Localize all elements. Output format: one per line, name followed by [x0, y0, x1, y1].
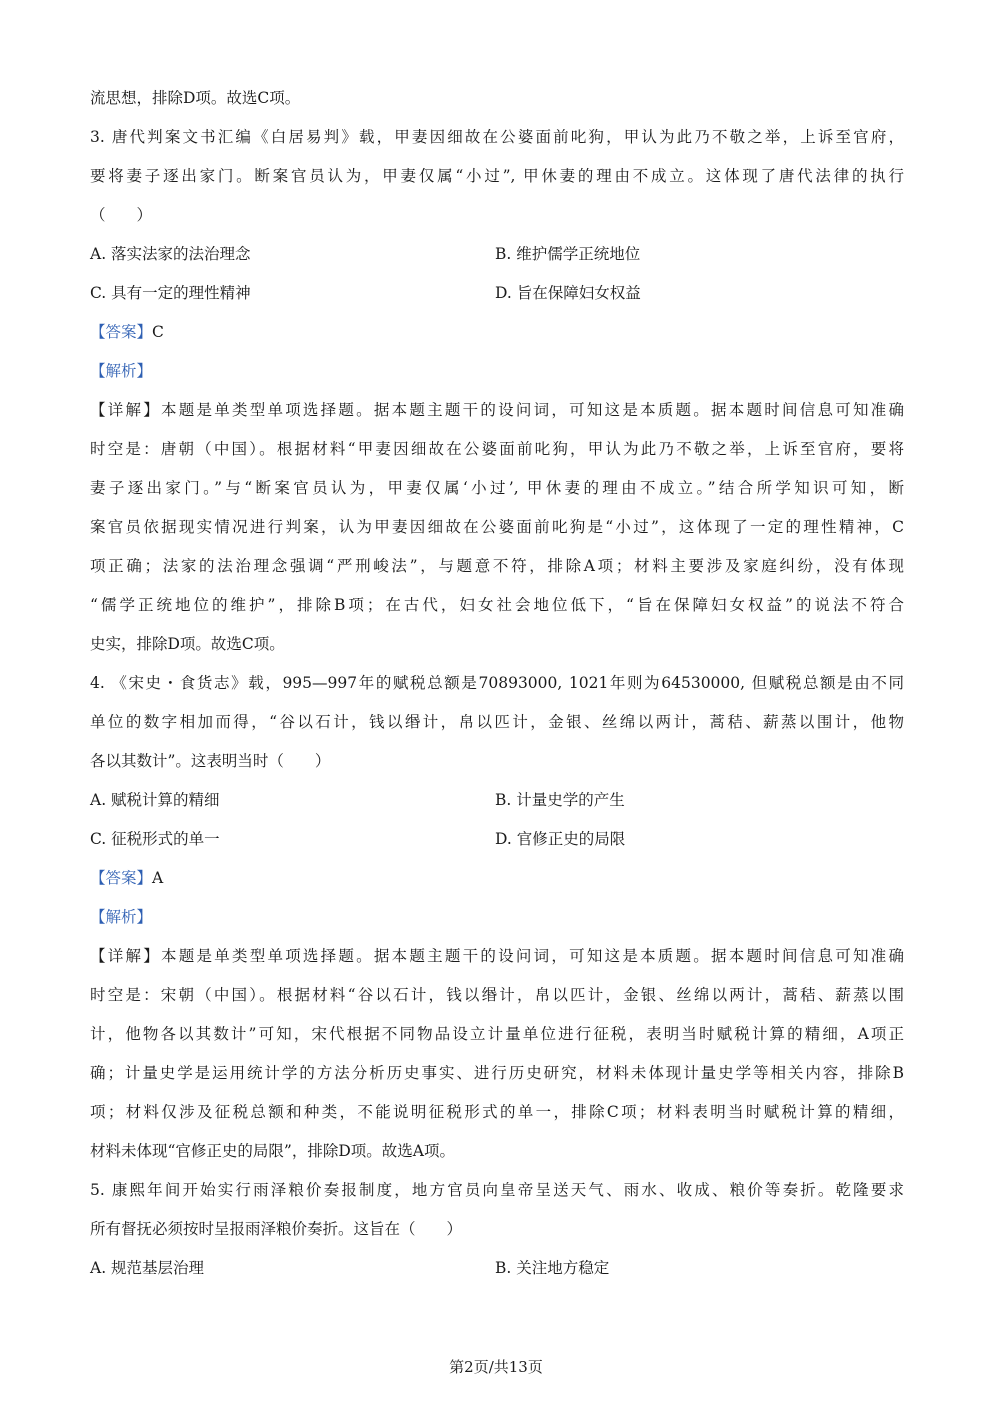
detail-text: 本题是单类型单项选择题。据本题主题干的设问词，可知这是本质题。据本题时间信息可知准确 [160, 401, 904, 419]
question-5-stem-line: 所有督抚必须按时呈报雨泽粮价奏折。这旨在（ ） [90, 1220, 463, 1238]
question-5-stem-line: 5. 康熙年间开始实行雨泽粮价奏报制度，地方官员向皇帝呈送天气、雨水、收成、粮价等奏折。乾隆要求 [90, 1181, 904, 1199]
q4-detail-line: 时空是：宋朝（中国）。根据材料“谷以石计，钱以缗计，帛以匹计，金银、丝绵以两计，蒿秸、薪蒸以围 [90, 986, 904, 1004]
q5-option-b: B. 关注地方稳定 [495, 1259, 610, 1277]
page-number: 第2页/共13页 [449, 1358, 543, 1376]
q4-option-c: C. 征税形式的单一 [90, 830, 220, 848]
q3-detail-line: 案官员依据现实情况进行判案，认为甲妻因细故在公婆面前叱狗是“小过”，这体现了一定的理性精神，C [90, 518, 904, 536]
q4-analysis-label: 【解析】 [90, 908, 153, 926]
q4-detail-line [90, 944, 904, 966]
text-line: 流思想，排除D项。故选C项。 [90, 89, 301, 107]
question-4-stem-line: 4. 《宋史・食货志》载，995—997年的赋税总额是70893000, 1021年则为64530000, 但赋税总额是由不同 [90, 674, 904, 692]
q5-option-a: A. 规范基层治理 [90, 1259, 205, 1277]
q3-analysis-label: 【解析】 [90, 362, 153, 380]
q3-detail-line: “儒学正统地位的维护”，排除B项；在古代，妇女社会地位低下，“旨在保障妇女权益”的说法不符合 [90, 596, 904, 614]
q3-answer [90, 320, 164, 342]
q4-detail-line: 项；材料仅涉及征税总额和种类，不能说明征税形式的单一，排除C项；材料表明当时赋税计算的精细， [90, 1103, 904, 1121]
q3-detail-line: 时空是：唐朝（中国）。根据材料“甲妻因细故在公婆面前叱狗，甲认为此乃不敬之举，上诉至官府，要将 [90, 440, 904, 458]
q3-detail-line: 项正确；法家的法治理念强调“严刑峻法”，与题意不符，排除A项；材料主要涉及家庭纠纷，没有体现 [90, 557, 904, 575]
q3-option-d: D. 旨在保障妇女权益 [495, 284, 641, 302]
answer-blank: （ ） [90, 206, 153, 224]
answer-label: 【答案】 [90, 869, 153, 887]
detail-label: 【详解】 [90, 401, 161, 419]
q3-detail-line: 妻子逐出家门。”与“断案官员认为，甲妻仅属‘小过’, 甲休妻的理由不成立。”结合所学知识可知，断 [90, 479, 904, 497]
q3-option-c: C. 具有一定的理性精神 [90, 284, 251, 302]
q3-option-b: B. 维护儒学正统地位 [495, 245, 641, 263]
q4-detail-line: 计，他物各以其数计”可知，宋代根据不同物品设立计量单位进行征税，表明当时赋税计算的精细，A项正 [90, 1025, 904, 1043]
question-4-stem-line: 各以其数计”。这表明当时（ ） [90, 752, 331, 770]
q4-answer [90, 866, 163, 888]
question-3-stem-line: 要将妻子逐出家门。断案官员认为，甲妻仅属“小过”, 甲休妻的理由不成立。这体现了唐代法律的执行 [90, 167, 904, 185]
detail-text: 本题是单类型单项选择题。据本题主题干的设问词，可知这是本质题。据本题时间信息可知准确 [160, 947, 904, 965]
answer-label: 【答案】 [90, 323, 153, 341]
q4-option-b: B. 计量史学的产生 [495, 791, 625, 809]
answer-value: A [152, 869, 164, 887]
q4-detail-line: 确；计量史学是运用统计学的方法分析历史事实、进行历史研究，材料未体现计量史学等相关内容，排除B [90, 1064, 904, 1082]
answer-value: C [152, 323, 164, 341]
q3-detail-line [90, 398, 904, 420]
q4-option-a: A. 赋税计算的精细 [90, 791, 220, 809]
q4-option-d: D. 官修正史的局限 [495, 830, 626, 848]
question-3-stem-line: 3. 唐代判案文书汇编《白居易判》载，甲妻因细故在公婆面前叱狗，甲认为此乃不敬之举，上诉至官府， [90, 128, 904, 146]
question-4-stem-line: 单位的数字相加而得，“谷以石计，钱以缗计，帛以匹计，金银、丝绵以两计，蒿秸、薪蒸以围计，他物 [90, 713, 904, 731]
q4-detail-line: 材料未体现“官修正史的局限”，排除D项。故选A项。 [90, 1142, 455, 1160]
q3-detail-line: 史实，排除D项。故选C项。 [90, 635, 285, 653]
q3-option-a: A. 落实法家的法治理念 [90, 245, 251, 263]
detail-label: 【详解】 [90, 947, 161, 965]
